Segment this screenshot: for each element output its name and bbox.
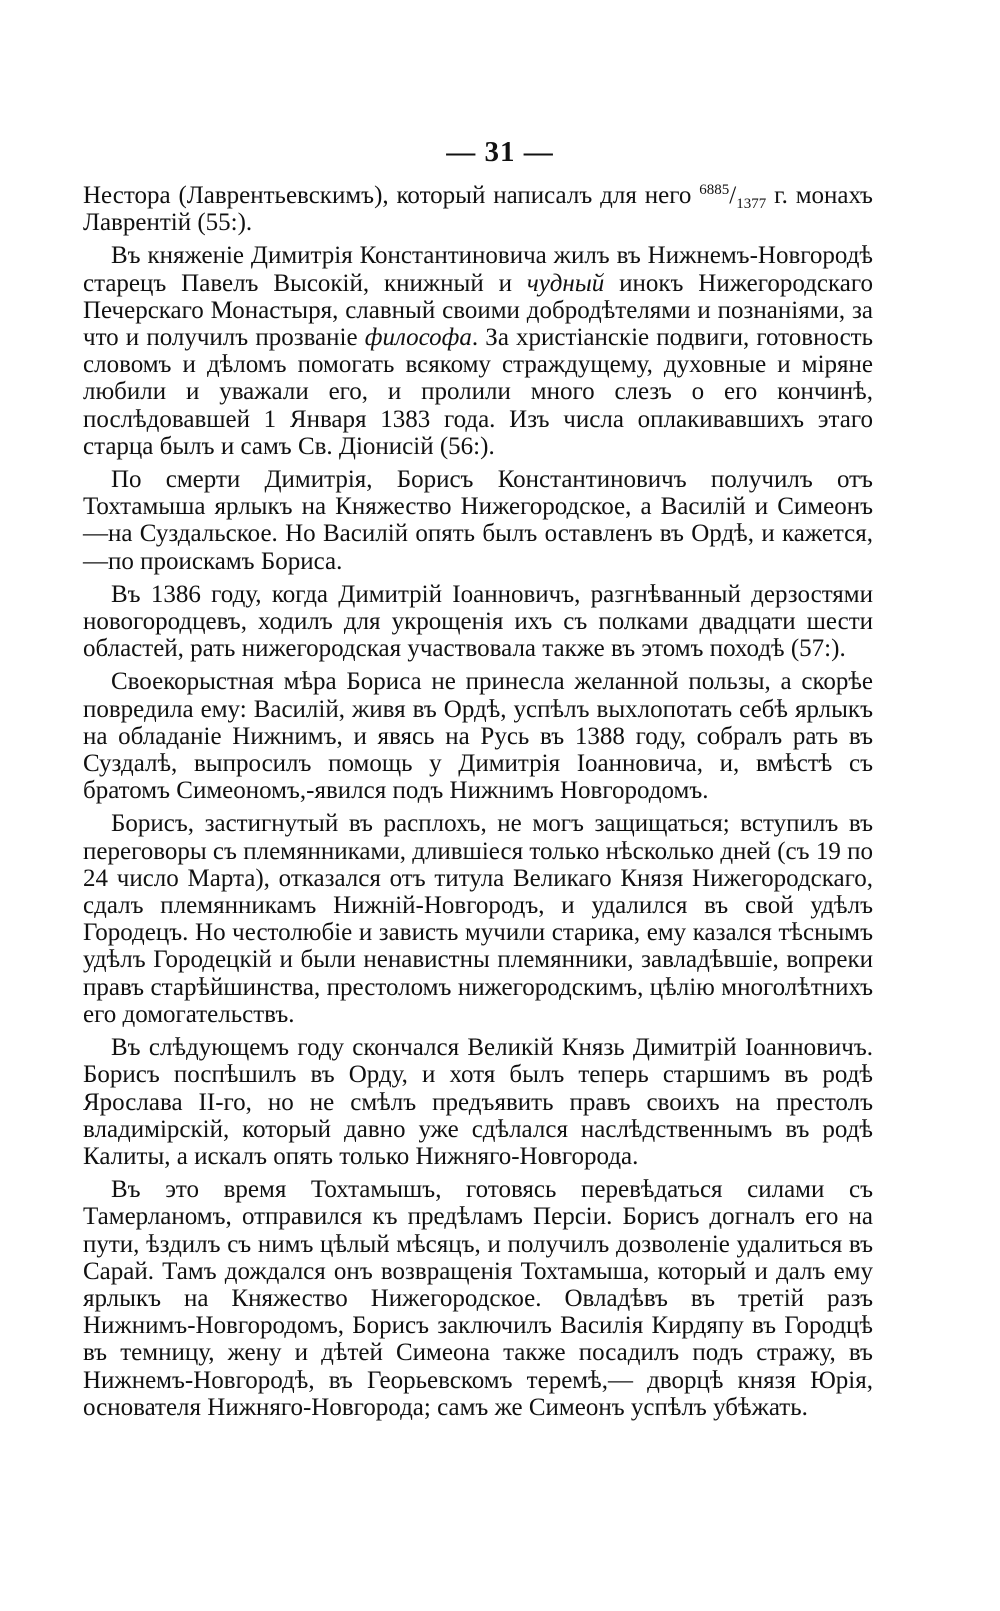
paragraph: Нестора (Лаврентьевскимъ), который написалъ для него $^{6885}/_{1377}$ г. монахъ Лаврентій (55:). <box>83 182 873 237</box>
paragraph: Въ 1386 году, когда Димитрій Іоанновичъ, разгнѣванный дерзостями новогородцевъ, ходилъ для укрощенія ихъ съ полками двадцати шести областей, рать нижегородская участвовала также въ этомъ походѣ (57:). <box>83 580 873 663</box>
body-text <box>83 182 873 1421</box>
paragraph: Въ слѣдующемъ году скончался Великій Князь Димитрій Іоанновичъ. Борисъ поспѣшилъ въ Орду, и хотя былъ теперь старшимъ въ родѣ Ярослава II-го, но не смѣлъ предъявить правъ своихъ на престолъ владимірскій, который давно уже сдѣлался наслѣдственнымъ въ родѣ Калиты, а искалъ опять только Нижняго-Новгорода. <box>83 1034 873 1170</box>
page-number: — 31 — <box>446 136 554 168</box>
year-subscript: 1377 <box>736 196 767 212</box>
italic-word: философа <box>364 324 472 352</box>
year-superscript: 6885 <box>699 182 730 198</box>
paragraph: Своекорыстная мѣра Бориса не принесла желанной пользы, а скорѣе повредила ему: Василій, живя въ Ордѣ, успѣлъ выхлопотать себѣ ярлыкъ на обладаніе Нижнимъ, и явясь на Русь въ 1388 году, собралъ рать въ Суздалѣ, выпросилъ помощь у Димитрія Іоанновича, и, вмѣстѣ съ братомъ Симеономъ,-явился подъ Нижнимъ Новгородомъ. <box>83 668 873 805</box>
paragraph: Въ княженіе Димитрія Константиновича жилъ въ Нижнемъ-Новгородѣ старецъ Павелъ Высокій, книжный и чудный инокъ Нижегородскаго Печерскаго Монастыря, славный своими добродѣтелями и познаніями, за что и получилъ прозваніе философа. За христіанскіе подвиги, готовность словомъ и дѣломъ помогать всякому страждущему, духовные и міряне любили и уважали его, и пролили много слезъ о его кончинѣ, послѣдовавшей 1 Января 1383 года. Изъ числа оплакивавшихъ этаго старца былъ и самъ Св. Діонисій (56:). <box>83 242 874 460</box>
paragraph: Въ это время Тохтамышъ, готовясь перевѣдаться силами съ Тамерланомъ, отправился къ предѣламъ Персіи. Борисъ догналъ его на пути, ѣздилъ съ нимъ цѣлый мѣсяцъ, и получилъ дозволеніе удалиться въ Сарай. Тамъ дождался онъ возвращенія Тохтамыша, который и далъ ему ярлыкъ на Княжество Нижегородское. Овладѣвъ въ третій разъ Нижнимъ-Новгородомъ, Борисъ заключилъ Василія Кирдяпу въ Городцѣ въ темницу, жену и дѣтей Симеона также посадилъ подъ стражу, въ Нижнемъ-Новгородѣ, въ Георьевскомъ теремѣ,— дворцѣ князя Юрія, основателя Нижняго-Новгорода; самъ же Симеонъ успѣлъ убѣжать. <box>83 1176 873 1421</box>
paragraph: По смерти Димитрія, Борисъ Константиновичъ получилъ отъ Тохтамыша ярлыкъ на Княжество Нижегородское, а Василій и Симеонъ—на Суздальское. Но Василій опять былъ оставленъ въ Ордѣ, и кажется,—по проискамъ Бориса. <box>83 466 873 575</box>
paragraph: Борисъ, застигнутый въ расплохъ, не могъ защищаться; вступилъ въ переговоры съ племянниками, длившіеся только нѣсколько дней (съ 19 по 24 число Марта), отказался отъ титула Великаго Князя Нижегородскаго, сдалъ племянникамъ Нижній-Новгородъ, и удалился въ свой удѣлъ Городецъ. Но честолюбіе и зависть мучили старика, ему казался тѣснымъ удѣлъ Городецкій и были ненавистны племянники, завладѣвшіе, вопреки правъ старѣйшинства, престоломъ нижегородскимъ, цѣлію многолѣтнихъ его домогательствъ. <box>83 810 873 1028</box>
italic-word: чудный <box>526 269 605 297</box>
